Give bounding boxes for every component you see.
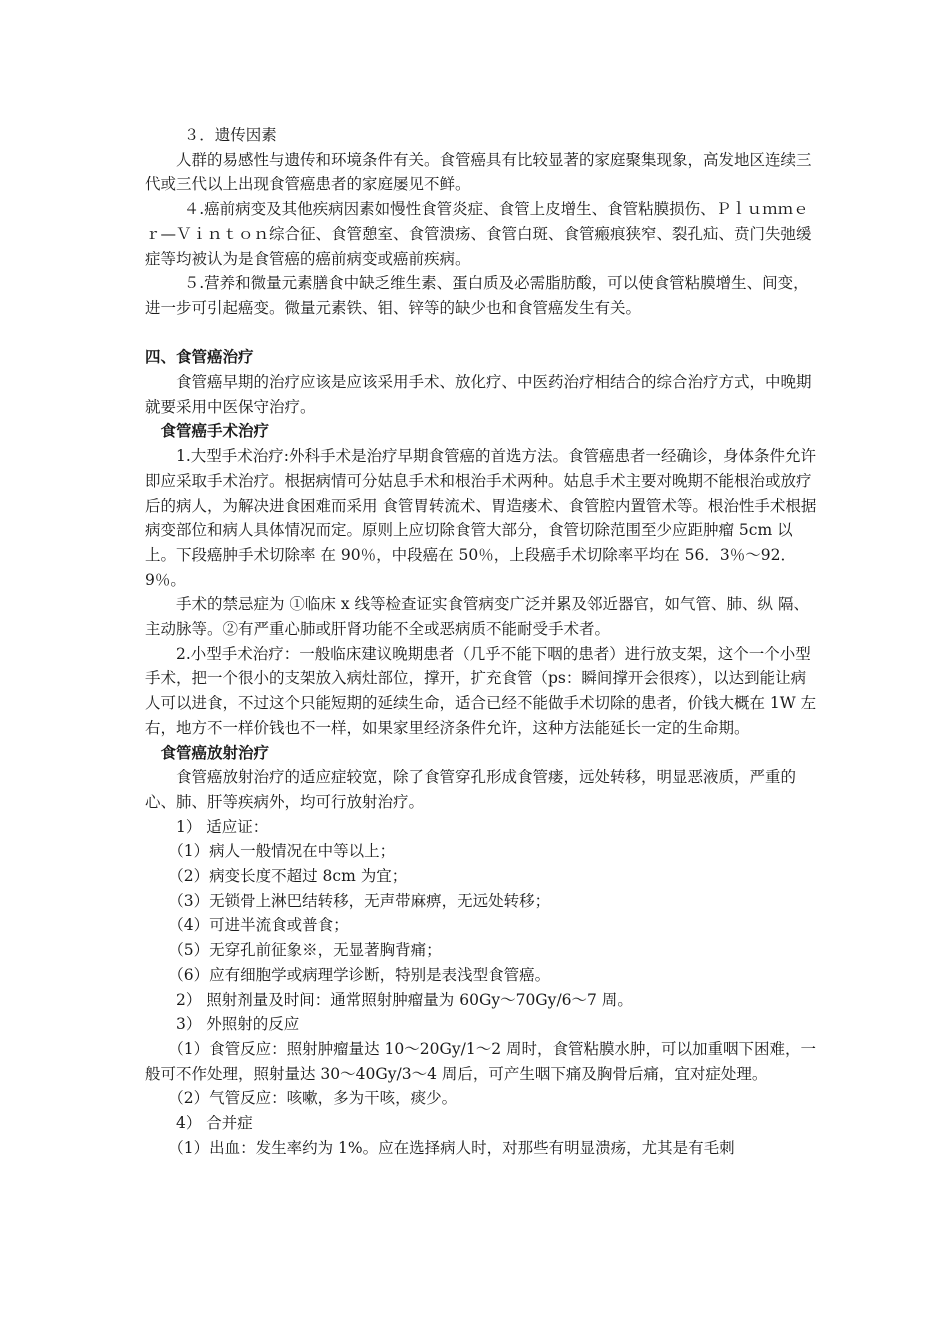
paragraph-bleeding: （1）出血：发生率约为 1%。应在选择病人时，对那些有明显溃疡，尤其是有毛刺 <box>168 1138 735 1157</box>
list-item: （3）无锁骨上淋巴结转移，无声带麻痹，无远处转移； <box>168 891 551 910</box>
paragraph-major-surgery: 1.大型手术治疗:外科手术是治疗早期食管癌的首选方法。食管癌患者一经确诊，身体条件允许即应采取手术治疗。根据病情可分姑息手术和根治手术两种。姑息手术主要对晚期不能根治或放疗后的病人，为解决进食困难而采用 食管胃转流术、胃造瘘术、食管腔内置管术等。根治性手术根据病变部位和病人具体情况而定。原则上应切除食管大部分，食管切除范围至少应距肿瘤 5cm 以上。下段癌肿手术切除率 在 90％，中段癌在 50％，上段癌手术切除率平均在 56．3％～92．9％。 <box>145 447 817 589</box>
list-item: （6）应有细胞学或病理学诊断，特别是表浅型食管癌。 <box>168 965 551 984</box>
paragraph-nutrition: ５.营养和微量元素膳食中缺乏维生素、蛋白质及必需脂肪酸，可以使食管粘膜增生、间变，进一步可引起癌变。微量元素铁、钼、锌等的缺少也和食管癌发生有关。 <box>145 274 809 317</box>
paragraph-genetic: 人群的易感性与遗传和环境条件有关。食管癌具有比较显著的家庭聚集现象，高发地区连续三代或三代以上出现食管癌患者的家庭屡见不鲜。 <box>145 150 812 194</box>
paragraph-minor-surgery: 2.小型手术治疗：一般临床建议晚期患者（几乎不能下咽的患者）进行放支架，这个一个小型手术，把一个很小的支架放入病灶部位，撑开，扩充食管（ps：瞬间撑开会很疼），以达到能让病人可以进食，不过这个只能短期的延续生命，适合已经不能做手术切除的患者，价钱大概在 1W 左右，地方不一样价钱也不一样，如果家里经济条件允许，这种方法能延长一定的生命期。 <box>145 644 817 737</box>
list-item: （4）可进半流食或普食； <box>168 916 349 935</box>
paragraph-precancerous: ４.癌前病变及其他疾病因素如慢性食管炎症、食管上皮增生、食管粘膜损伤、Ｐｌｕｍｍｅｒ—Ｖｉｎｔｏｎ综合征、食管憩室、食管溃疡、食管白斑、食管瘢痕狭窄、裂孔疝、贲门失弛缓症等均被认为是食管癌的癌前病变或癌前疾病。 <box>145 200 812 268</box>
heading-genetic-factors: ３．遗传因素 <box>183 126 277 144</box>
subheading-radiotherapy: 食管癌放射治疗 <box>160 742 270 762</box>
paragraph-treatment-intro: 食管癌早期的治疗应该是应该采用手术、放化疗、中医药治疗相结合的综合治疗方式，中晚期就要采用中医保守治疗。 <box>145 373 812 416</box>
section-heading-treatment: 四、食管癌治疗 <box>145 347 254 367</box>
list-item: （1）病人一般情况在中等以上； <box>168 842 396 861</box>
list-item: （5）无穿孔前征象※，无显著胸背痛； <box>168 941 442 960</box>
list-heading-indications: 1） 适应证： <box>176 817 269 836</box>
subheading-surgery: 食管癌手术治疗 <box>160 421 270 441</box>
paragraph-tracheal-reaction: （2）气管反应：咳嗽，多为干咳，痰少。 <box>168 1089 458 1108</box>
spacer <box>145 321 820 346</box>
paragraph-contraindications: 手术的禁忌症为 ①临床 x 线等检查证实食管病变广泛并累及邻近器官，如气管、肺、纵 隔、主动脉等。②有严重心肺或肝肾功能不全或恶病质不能耐受手术者。 <box>145 595 809 639</box>
paragraph-esophageal-reaction: （1）食管反应：照射肿瘤量达 10～20Gy/1～2 周时，食管粘膜水肿，可以加重咽下困难，一般可不作处理，照射量达 30～40Gy/3～4 周后，可产生咽下痛及胸骨后痛，宜对症处理。 <box>145 1040 816 1083</box>
list-heading-reactions: 3） 外照射的反应 <box>176 1015 300 1034</box>
paragraph-radiotherapy-intro: 食管癌放射治疗的适应症较宽，除了食管穿孔形成食管瘘，远处转移，明显恶液质，严重的心、肺、肝等疾病外，均可行放射治疗。 <box>145 768 797 811</box>
list-heading-dose: 2） 照射剂量及时间：通常照射肿瘤量为 60Gy～70Gy/6～7 周。 <box>176 990 633 1009</box>
list-heading-complications: 4） 合并症 <box>176 1114 253 1133</box>
list-item: （2）病变长度不超过 8cm 为宜； <box>168 867 408 886</box>
